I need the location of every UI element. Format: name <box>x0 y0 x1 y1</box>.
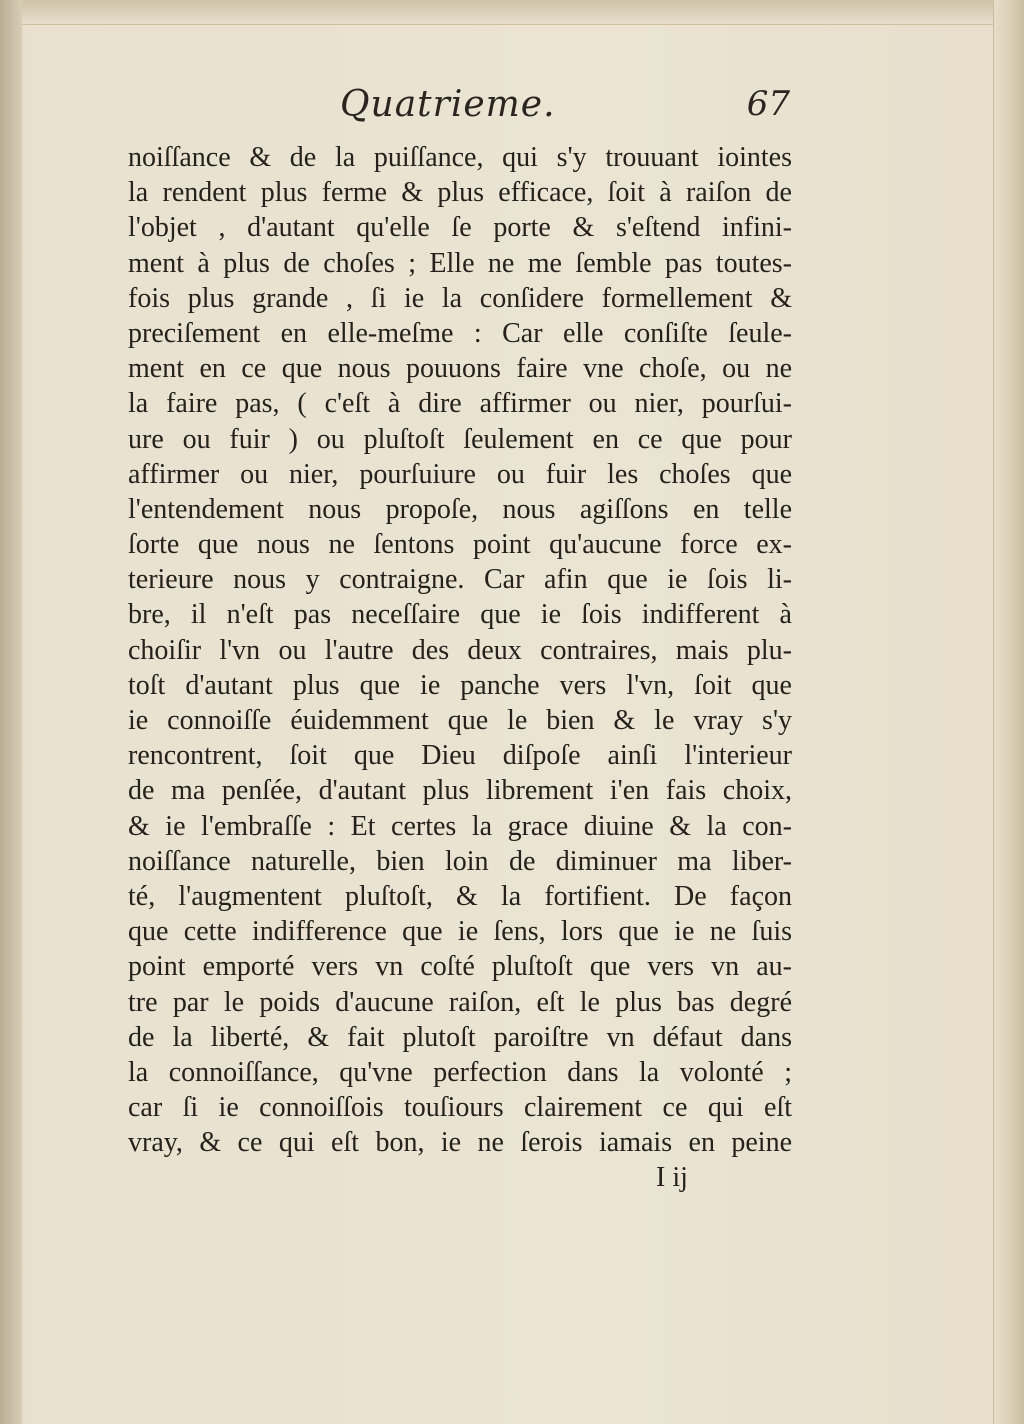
text-line: ſorte que nous ne ſentons point qu'aucune force ex- <box>128 529 792 561</box>
text-line: l'entendement nous propoſe, nous agiſſons en telle <box>128 493 792 525</box>
text-line: de la liberté, & fait plutoſt paroiſtre vn défaut dans <box>128 1021 792 1053</box>
text-line: vray, & ce qui eſt bon, ie ne ſerois iamais en peine <box>128 1127 792 1159</box>
text-line: terieure nous y contraigne. Car afin que ie ſois li- <box>128 564 792 596</box>
running-head: Quatrieme. <box>340 84 556 125</box>
text-line: l'objet , d'autant qu'elle ſe porte & s'eſtend infini- <box>128 212 792 244</box>
text-line: choiſir l'vn ou l'autre des deux contraires, mais plu- <box>128 634 792 666</box>
page-gutter <box>0 0 22 1424</box>
text-line: ure ou fuir ) ou pluſtoſt ſeulement en ce que pour <box>128 423 792 455</box>
text-line: car ſi ie connoiſſois touſiours clairement ce qui eſt <box>128 1092 792 1124</box>
page-fore-edge <box>993 0 1024 1424</box>
text-line: noiſſance naturelle, bien loin de diminuer ma liber- <box>128 845 792 877</box>
text-line: fois plus grande , ſi ie la conſidere formellement & <box>128 282 792 314</box>
signature-mark: I ij <box>656 1162 688 1193</box>
text-line: la connoiſſance, qu'vne perfection dans la volonté ; <box>128 1056 792 1088</box>
text-line: point emporté vers vn coſté pluſtoſt que vers vn au- <box>128 951 792 983</box>
text-line: rencontrent, ſoit que Dieu diſpoſe ainſi l'interieur <box>128 740 792 772</box>
text-line: tre par le poids d'aucune raiſon, eſt le plus bas degré <box>128 986 792 1018</box>
text-line: noiſſance & de la puiſſance, qui s'y trouuant iointes <box>128 142 792 173</box>
text-line: affirmer ou nier, pourſuiure ou fuir les choſes que <box>128 458 792 490</box>
page-number: 67 <box>746 84 790 124</box>
text-line: toſt d'autant plus que ie panche vers l'vn, ſoit que <box>128 669 792 701</box>
text-line: la faire pas, ( c'eſt à dire affirmer ou nier, pourſui- <box>128 388 792 420</box>
text-line: té, l'augmentent pluſtoſt, & la fortifient. De façon <box>128 880 792 912</box>
text-line: la rendent plus ferme & plus efficace, ſoit à raiſon de <box>128 177 792 209</box>
text-line: bre, il n'eſt pas neceſſaire que ie ſois indifferent à <box>128 599 792 631</box>
text-line: & ie l'embraſſe : Et certes la grace diuine & la con- <box>128 810 792 842</box>
body-text <box>128 140 792 1160</box>
text-line: ment à plus de choſes ; Elle ne me ſemble pas toutes- <box>128 247 792 279</box>
text-line: ie connoiſſe éuidemment que le bien & le vray s'y <box>128 705 792 736</box>
text-line: preciſement en elle-meſme : Car elle conſiſte ſeule- <box>128 317 792 349</box>
text-line: de ma penſée, d'autant plus librement i'en fais choix, <box>128 775 792 807</box>
text-line: que cette indifference que ie ſens, lors que ie ne ſuis <box>128 916 792 948</box>
page-header <box>128 80 790 130</box>
text-line: ment en ce que nous pouuons faire vne choſe, ou ne <box>128 353 792 385</box>
page-top-edge <box>22 0 994 25</box>
